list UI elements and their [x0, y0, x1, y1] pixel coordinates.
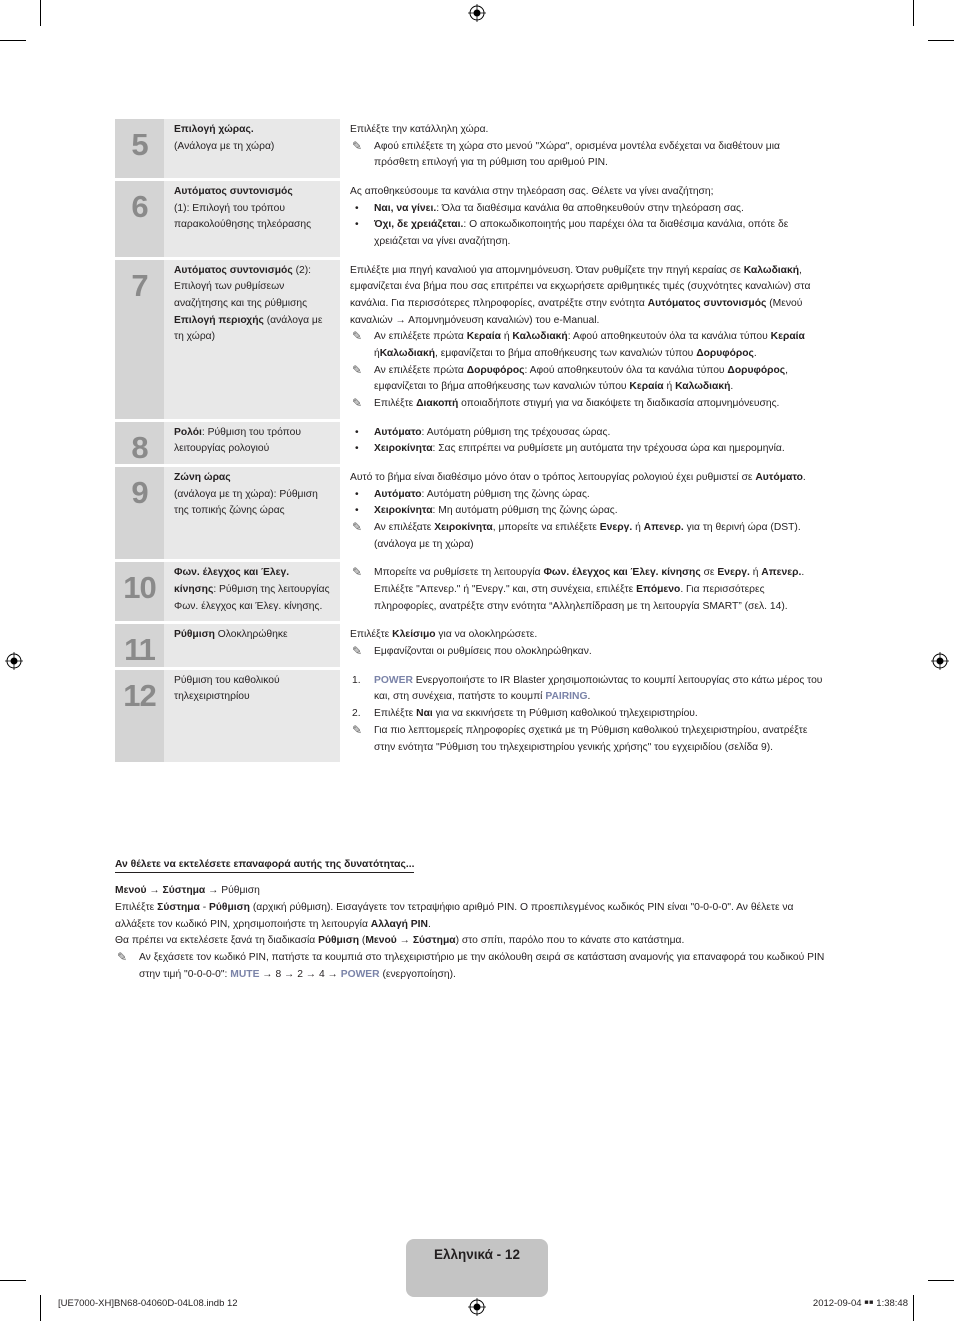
bold-text: Απενερ. [643, 522, 684, 534]
bullet-item [350, 441, 827, 458]
text-run: : Μη αυτόματη ρύθμιση της ζώνης ώρας. [432, 505, 618, 517]
bold-text: Φων. έλεγχος και Έλεγ. κίνησης [543, 567, 701, 579]
text-run: ( [359, 935, 366, 947]
step-number-badge: 6 [115, 181, 164, 257]
bullet-dot-icon: • [355, 426, 359, 438]
item-text [374, 522, 801, 550]
text-run: → 8 → 2 → 4 → [259, 968, 341, 980]
bold-text: Διακοπή [416, 398, 459, 410]
text-run: Εμφανίζονται οι ρυθμίσεις που ολοκληρώθηκαν. [374, 646, 592, 658]
text-run: . [587, 691, 591, 703]
step-number-badge: 7 [115, 260, 164, 419]
page-number-tab [406, 1239, 548, 1297]
paragraph [350, 263, 827, 330]
bullet-item [350, 503, 827, 520]
bold-text: Αλλαγή PIN [370, 918, 428, 930]
bold-text: Καλωδιακή [512, 331, 568, 343]
bold-text: Σύστημα [412, 935, 456, 947]
bullet-dot-icon: • [355, 443, 359, 455]
bold-text: Ρύθμιση [174, 629, 215, 641]
step-title [164, 422, 340, 464]
bullet-dot-icon: • [355, 488, 359, 500]
text-run: ή [500, 331, 513, 343]
text-run: Επιλέξτε την κατάλληλη χώρα. [350, 124, 489, 135]
bold-text: Μενού [365, 935, 397, 947]
bold-text: Ρύθμιση [209, 902, 250, 914]
text-run: για να ολοκληρώσετε. [435, 629, 538, 641]
bold-text: Ενεργ. [599, 522, 633, 534]
button-name-text: PAIRING [545, 691, 588, 703]
footer-datetime: 2012-09-04 ￭￭ 1:38:48 [812, 1298, 908, 1309]
bullet-dot-icon: • [355, 219, 359, 231]
text-run: Αν επιλέξετε πρώτα [374, 331, 467, 343]
bold-text: Ζώνη ώρας [174, 472, 231, 484]
text-run: Θα πρέπει να εκτελέσετε ξανά τη διαδικασία [115, 935, 319, 947]
button-name-text: POWER [374, 674, 413, 686]
text-run: Επιλέξτε [115, 902, 158, 914]
pencil-note-icon: ✎ [117, 950, 128, 965]
bold-text: Καλωδιακή [675, 381, 731, 393]
text-run: Αν επιλέξατε [374, 522, 435, 534]
text-run: (ανάλογα με τη χώρα): Ρύθμιση της τοπικής ζώνης ώρας [174, 488, 318, 517]
step-description [340, 422, 827, 464]
text-run: → Ρύθμιση [205, 885, 260, 897]
step-number-badge: 11 [115, 624, 164, 666]
bold-text: Ρύθμιση [318, 935, 360, 947]
bullet-item [350, 425, 827, 442]
text-run: : Σας επιτρέπει να ρυθμίσετε μη αυτόματα την τρέχουσα ώρα και ημερομηνία. [432, 443, 785, 455]
text-run: , μπορείτε να επιλέξετε [492, 522, 600, 534]
text-run: Επιλέξτε [374, 708, 417, 720]
text-run: για τη θερινή ώρα (DST). (ανάλογα με τη χώρα) [374, 522, 801, 550]
registration-mark-icon [931, 652, 949, 670]
bold-text: Καλωδιακή [379, 348, 436, 360]
item-text [374, 725, 807, 753]
reset-section [115, 857, 827, 983]
item-text [374, 708, 698, 719]
bold-text: Κλείσιμο [392, 629, 436, 641]
pencil-note-icon: ✎ [352, 644, 363, 659]
pencil-note-icon: ✎ [352, 722, 363, 737]
step-title [164, 562, 340, 621]
step-description [340, 670, 827, 762]
bold-text: Απενερ. [761, 567, 802, 579]
text-run: (αρχική ρύθμιση). Εισαγάγετε τον τετραψήφιο αριθμό PIN. Ο προεπιλεγμένος κωδικός PIN είναι "0-0-0-0". Αν θέλετε να αλλάξετε τον κωδικό PIN, χρησιμοποιήστε τη λειτουργία [115, 902, 794, 930]
bold-text: Κεραία [466, 331, 501, 343]
button-name-text: POWER [340, 968, 380, 980]
text-run: . Επιλέξτε "Απενερ." ή "Ενεργ." και, στη συνέχεια, επιλέξτε [374, 567, 805, 596]
text-run: (1): Επιλογή του τρόπου παρακολούθησης τηλεόρασης [174, 202, 312, 231]
paragraph [115, 900, 827, 933]
bold-text: Χειροκίνητα [374, 443, 433, 455]
item-text [374, 567, 804, 611]
bold-text: Ρολόι [174, 426, 202, 438]
bold-text: Αυτόματος συντονισμός [174, 264, 293, 276]
item-text [374, 203, 744, 214]
text-run: : Ο αποκωδικοποιητής μου παρέχει όλα τα διαθέσιμα κανάλια, οπότε δε χρειάζεται να γίνει αναζήτηση. [374, 219, 789, 248]
text-run: Επιλέξτε [374, 398, 417, 410]
note-item [350, 723, 827, 756]
pencil-note-icon: ✎ [352, 520, 363, 535]
bold-text: Σύστημα [162, 885, 206, 897]
step-row [115, 260, 827, 419]
bold-text: Κεραία [770, 331, 805, 343]
text-run: (ενεργοποίηση). [379, 968, 456, 980]
step-row [115, 467, 827, 559]
item-text [374, 505, 618, 516]
step-number-badge: 5 [115, 119, 164, 178]
bold-text: Επιλογή χώρας. [174, 124, 254, 135]
text-run: για να εκκινήσετε τη Ρύθμιση καθολικού τηλεχειριστηρίου. [432, 708, 698, 720]
bold-text: Επόμενο [636, 584, 681, 596]
crop-mark [913, 1295, 914, 1321]
item-text [374, 365, 788, 393]
bullet-item [350, 487, 827, 504]
setup-steps-table [115, 119, 827, 765]
text-run: Αυτό το βήμα είναι διαθέσιμο μόνο όταν ο τρόπος λειτουργίας ρολογιού έχει ρυθμιστεί σε [350, 472, 756, 484]
bold-text: Κεραία [629, 381, 664, 393]
bold-text: Χειροκίνητα [374, 505, 433, 517]
step-number: 1. [352, 674, 361, 686]
step-row [115, 670, 827, 762]
text-run: : Αφού αποθηκευτούν όλα τα κανάλια τύπου [524, 364, 728, 376]
pencil-note-icon: ✎ [352, 138, 363, 153]
text-run: , εμφανίζεται το βήμα αποθήκευσης των καναλιών τύπου [374, 364, 789, 393]
bold-text: Ναι, να γίνει. [374, 202, 437, 214]
bullet-item [350, 201, 827, 218]
text-run: οποιαδήποτε στιγμή για να διακόψετε τη διαδικασία απομνημόνευσης. [458, 398, 780, 410]
note-item [350, 565, 827, 615]
bold-text: Αυτόματος συντονισμός [174, 186, 293, 198]
bullet-item [350, 217, 827, 250]
text-run: Αφού επιλέξετε τη χώρα στο μενού "Χώρα", ορισμένα μοντέλα ενδέχεται να διαθέτουν μια πρόσθετη επιλογή για τη ρύθμιση του αριθμού PIN. [374, 140, 780, 169]
crop-mark [40, 0, 41, 26]
page-label: Ελληνικά - 12 [434, 1247, 520, 1262]
pencil-note-icon: ✎ [352, 329, 363, 344]
numbered-item [350, 706, 827, 723]
reset-heading: Αν θέλετε να εκτελέσετε επαναφορά αυτής της δυνατότητας... [115, 858, 414, 873]
item-text [374, 443, 785, 454]
text-run: . [753, 348, 757, 360]
bold-text: Δορυφόρος [727, 364, 786, 376]
registration-mark-icon [5, 652, 23, 670]
step-row [115, 119, 827, 178]
crop-mark [928, 1280, 954, 1281]
text-run: ή [632, 522, 644, 534]
step-title [164, 119, 340, 178]
paragraph [115, 883, 827, 900]
bold-text: Φων. έλεγχος και Έλεγ. κίνησης [174, 567, 290, 596]
item-text [374, 646, 592, 657]
note-item [350, 139, 827, 172]
bold-text: Καλωδιακή [743, 264, 800, 276]
paragraph [350, 184, 827, 201]
bold-text: Αυτόματο [374, 426, 422, 438]
step-number: 2. [352, 708, 361, 720]
text-run: Μπορείτε να ρυθμίσετε τη λειτουργία [374, 567, 544, 579]
button-name-text: MUTE [230, 968, 260, 980]
paragraph [115, 933, 827, 950]
step-description [340, 624, 827, 666]
step-description [340, 260, 827, 419]
bullet-dot-icon: • [355, 505, 359, 517]
text-run: Ας αποθηκεύσουμε τα κανάλια στην τηλεόραση σας. Θέλετε να γίνει αναζήτηση; [350, 186, 714, 198]
bold-text: Ενεργ. [717, 567, 750, 579]
text-run: Επιλέξτε μια πηγή καναλιού για απομνημόνευση. Όταν ρυθμίζετε την πηγή κεραίας σε [350, 264, 744, 276]
note-item [350, 329, 827, 362]
step-title [164, 181, 340, 257]
bold-text: Δορυφόρος [696, 348, 754, 360]
step-description [340, 467, 827, 559]
text-run: ) στο σπίτι, παρόλο που το κάνατε στο κατάστημα. [455, 935, 685, 947]
text-run: Αν επιλέξετε πρώτα [374, 364, 467, 376]
item-text [374, 219, 788, 247]
text-run: ή [663, 381, 676, 393]
footer-file: [UE7000-XH]BN68-04060D-04L08.indb 12 [58, 1298, 238, 1309]
step-number-badge: 10 [115, 562, 164, 621]
text-run: : Όλα τα διαθέσιμα κανάλια θα αποθηκευθούν στην τηλεόραση σας. [436, 202, 744, 214]
bullet-dot-icon: • [355, 202, 359, 214]
registration-mark-icon [468, 4, 486, 22]
note-item [350, 363, 827, 396]
step-title [164, 260, 340, 419]
step-row [115, 562, 827, 621]
pencil-note-icon: ✎ [352, 396, 363, 411]
text-run: Αν ξεχάσετε τον κωδικό PIN, πατήστε τα κουμπιά στο τηλεχειριστήριο με την ακόλουθη σειρά σε κατάσταση αναμονής για επαναφορά του κωδικού PIN στην τιμή "0-0-0-0": [139, 952, 825, 980]
step-row [115, 181, 827, 257]
bold-text: Επιλογή περιοχής [174, 314, 264, 326]
text-run: (Ανάλογα με τη χώρα) [174, 140, 275, 152]
paragraph [350, 627, 827, 644]
crop-mark [928, 40, 954, 41]
step-title [164, 467, 340, 559]
text-run: : Ρύθμιση της λειτουργίας Φων. έλεγχος και Έλεγ. κίνησης. [174, 584, 330, 612]
item-text [374, 675, 822, 703]
item-text [374, 489, 590, 500]
text-run: , εμφανίζεται ένα βήμα που σας επιτρέπει να εκχωρήσετε αριθμητικές τιμές (συχνότητες καναλιών) στα κανάλια. Για περισσότερες πληροφορίες, ανατρέξτε στην ενότητα [350, 264, 811, 310]
pencil-note-icon: ✎ [352, 362, 363, 377]
bold-text: Αυτόματο [374, 488, 422, 500]
crop-mark [0, 40, 26, 41]
text-run: Ενεργοποιήστε το IR Blaster χρησιμοποιώντας το κουμπί λειτουργίας στο κάτω μέρος του και, στη συνέχεια, πατήστε το κουμπί [374, 674, 823, 703]
item-text [374, 398, 779, 409]
text-run: : Αυτόματη ρύθμιση της τρέχουσας ώρας. [421, 426, 611, 438]
pencil-note-icon: ✎ [352, 565, 363, 580]
bold-text: Μενού [115, 885, 147, 897]
paragraph [350, 122, 827, 139]
text-run: : Αυτόματη ρύθμιση της ζώνης ώρας. [421, 488, 590, 500]
text-run: σε [700, 567, 718, 579]
text-run: . Για περισσότερες πληροφορίες, ανατρέξτε στην ενότητα “Αλληλεπίδραση με τη λειτουργία SMART” (σελ. 14). [374, 584, 788, 612]
text-run: : Αφού αποθηκευτούν όλα τα κανάλια τύπου [567, 331, 771, 343]
bold-text: Όχι, δε χρειάζεται. [374, 219, 464, 231]
step-number-badge: 12 [115, 670, 164, 762]
note-item [115, 950, 827, 983]
bold-text: Αυτόματος συντονισμός [647, 298, 767, 310]
crop-mark [0, 1280, 26, 1281]
text-run: ή [749, 567, 762, 579]
text-run: : Ρύθμιση του τρόπου λειτουργίας ρολογιού [174, 426, 301, 455]
reset-body [115, 883, 827, 983]
text-run: ή [374, 348, 380, 360]
text-run: → [396, 935, 413, 947]
text-run: (Μενού καναλιών → Απομνημόνευση καναλιών) του e-Manual. [350, 298, 803, 326]
text-run: (2): Επιλογή των ρυθμίσεων αναζήτησης και της ρύθμισης [174, 264, 312, 310]
step-number-badge: 9 [115, 467, 164, 559]
paragraph [350, 470, 827, 487]
item-text [374, 427, 610, 438]
numbered-item [350, 673, 827, 706]
note-item [350, 520, 827, 553]
step-description [340, 562, 827, 621]
crop-mark [40, 1295, 41, 1321]
text-run: (ανάλογα με τη χώρα) [174, 314, 323, 343]
step-number-badge: 8 [115, 422, 164, 464]
registration-mark-icon [468, 1298, 486, 1316]
step-title [164, 624, 340, 666]
text-run: Επιλέξτε [350, 629, 393, 641]
bold-text: Δορυφόρος [466, 364, 525, 376]
step-title [164, 670, 340, 762]
bold-text: Χειροκίνητα [434, 522, 493, 534]
crop-mark [913, 0, 914, 26]
bold-text: Ναι [416, 708, 433, 720]
bold-text: Σύστημα [157, 902, 200, 914]
note-item [350, 396, 827, 413]
step-description [340, 119, 827, 178]
item-text [374, 331, 805, 359]
text-run: . [802, 472, 806, 484]
text-run: Για πιο λεπτομερείς πληροφορίες σχετικά με τη Ρύθμιση καθολικού τηλεχειριστηρίου, ανατρέξτε στην ενότητα "Ρύθμιση του τηλεχειριστηρίου γενικής χρήσης" του εγχειριδίου (σελίδα 9). [374, 724, 808, 753]
text-run: Ρύθμιση του καθολικού τηλεχειριστηρίου [174, 674, 280, 703]
text-run: → [146, 885, 163, 897]
text-run: Ολοκληρώθηκε [214, 629, 288, 641]
text-run: . [730, 381, 734, 393]
text-run: . [427, 918, 431, 930]
bold-text: Αυτόματο [755, 472, 803, 484]
text-run: - [199, 902, 210, 914]
step-row [115, 624, 827, 666]
text-run: , εμφανίζεται το βήμα αποθήκευσης των καναλιών τύπου [435, 348, 697, 360]
item-text [374, 141, 780, 169]
note-item [350, 644, 827, 661]
step-row [115, 422, 827, 464]
step-description [340, 181, 827, 257]
item-text [139, 952, 824, 980]
